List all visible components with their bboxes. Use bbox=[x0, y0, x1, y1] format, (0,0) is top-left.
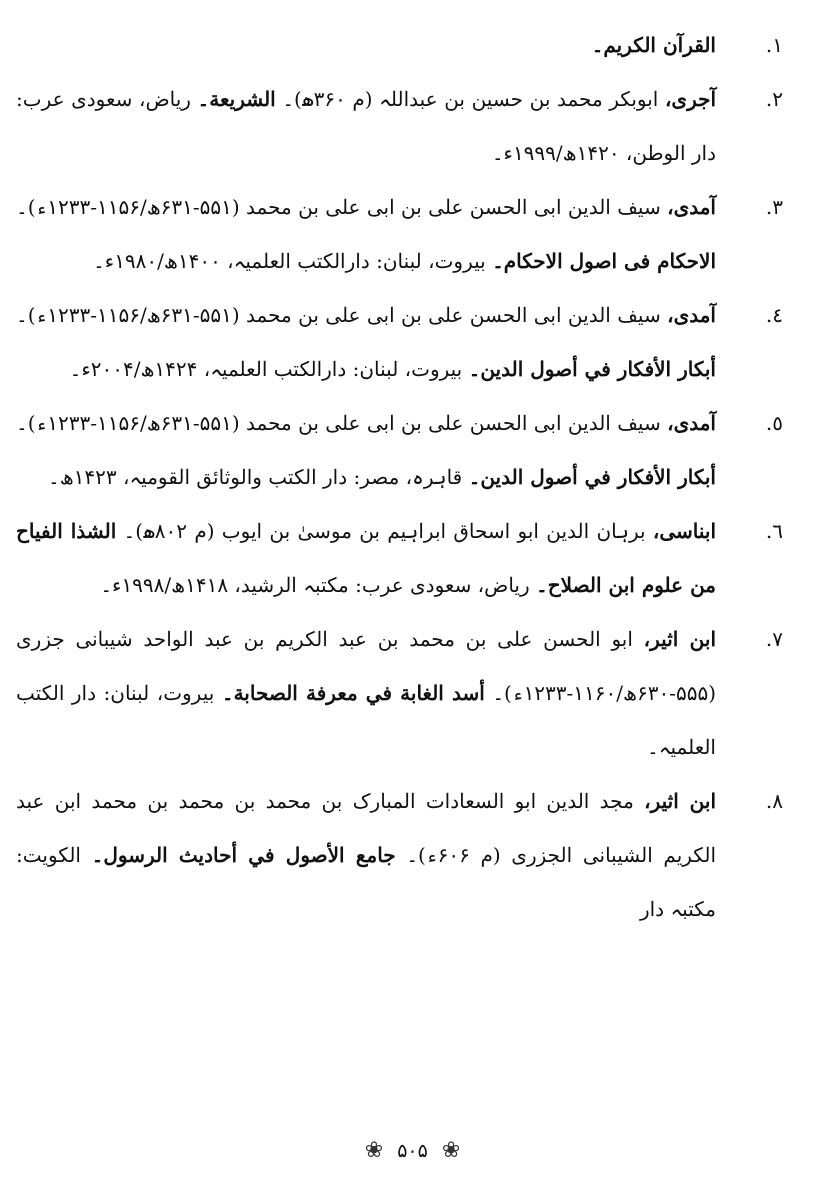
entry-title: الشریعة۔ bbox=[197, 87, 276, 111]
entry-title: الشذا الفیاح من علوم ابن الصلاح۔ bbox=[16, 519, 716, 597]
entry-number: ٥. bbox=[765, 411, 783, 435]
page-footer bbox=[0, 1138, 825, 1163]
entry-text bbox=[16, 18, 716, 72]
entry-publication: ریاض، سعودی عرب: مکتبہ الرشید، ۱۴۱۸ھ/۱۹۹۸ء۔ bbox=[100, 573, 530, 597]
entry-publication: بیروت، لبنان: دارالکتب العلمیہ، ۱۴۰۰ھ/۱۹۸۰ء۔ bbox=[93, 249, 486, 273]
entry-details: سیف الدین ابی الحسن علی بن ابی علی بن محمد (۵۵۱-۶۳۱ھ/۱۱۵۶-۱۲۳۳ء)۔ bbox=[16, 411, 661, 435]
entry-publication: بیروت، لبنان: دارالکتب العلمیہ، ۱۴۲۴ھ/۲۰۰۴ء۔ bbox=[69, 357, 463, 381]
entry-text bbox=[16, 504, 716, 612]
entry-details: برہان الدین ابو اسحاق ابراہیم بن موسیٰ بن ایوب (م ۸۰۲ھ)۔ bbox=[123, 519, 646, 543]
entry-publication: الکویت: مکتبہ دار bbox=[16, 843, 716, 921]
entry-text bbox=[16, 612, 716, 774]
entry-publication: بیروت، لبنان: دار الکتب العلمیہ۔ bbox=[16, 681, 716, 759]
bibliography-list bbox=[16, 18, 801, 936]
bibliography-entry bbox=[16, 72, 801, 180]
entry-text bbox=[16, 288, 716, 396]
entry-author: آمدی، bbox=[667, 303, 716, 327]
entry-number: ٨. bbox=[765, 789, 783, 813]
entry-author: ابناسی، bbox=[652, 519, 716, 543]
entry-number: ٤. bbox=[765, 303, 783, 327]
entry-details: ابو الحسن علی بن محمد بن عبد الکریم بن عبد الواحد شیبانی جزری (۵۵۵-۶۳۰ھ/۱۱۶۰-۱۲۳۳ء)۔ bbox=[16, 627, 717, 705]
bibliography-entry bbox=[16, 288, 801, 396]
entry-title: أبكار الأفكار في أصول الدين۔ bbox=[468, 357, 716, 381]
entry-number: ۱. bbox=[765, 33, 783, 57]
bibliography-entry bbox=[16, 774, 801, 936]
bibliography-entry bbox=[16, 18, 801, 72]
entry-text bbox=[16, 396, 716, 504]
entry-title: أبكار الأفكار في أصول الدين۔ bbox=[468, 465, 716, 489]
bibliography-entry bbox=[16, 612, 801, 774]
entry-details: سیف الدین ابی الحسن علی بن ابی علی بن محمد (۵۵۱-۶۳۱ھ/۱۱۵۶-۱۲۳۳ء)۔ bbox=[16, 303, 661, 327]
entry-number: ٦. bbox=[765, 519, 783, 543]
entry-publication: ریاض، سعودی عرب: دار الوطن، ۱۴۲۰ھ/۱۹۹۹ء۔ bbox=[16, 87, 716, 165]
entry-author: آجری، bbox=[664, 87, 717, 111]
entry-author: ابن اثیر، bbox=[643, 627, 717, 651]
entry-details: سیف الدین ابی الحسن علی بن ابی علی بن محمد (۵۵۱-۶۳۱ھ/۱۱۵۶-۱۲۳۳ء)۔ bbox=[16, 195, 661, 219]
entry-title: الاحکام فی اصول الاحکام۔ bbox=[492, 249, 716, 273]
bibliography-entry bbox=[16, 180, 801, 288]
bibliography-entry bbox=[16, 396, 801, 504]
entry-number: ۲. bbox=[765, 87, 783, 111]
entry-text bbox=[16, 774, 716, 936]
entry-text bbox=[16, 180, 716, 288]
entry-author: ابن اثیر، bbox=[644, 789, 717, 813]
entry-author: آمدی، bbox=[667, 195, 716, 219]
page-number: ۵۰۵ bbox=[397, 1139, 428, 1162]
bibliography-entry bbox=[16, 504, 801, 612]
entry-title: جامع الأصول في أحاديث الرسول۔ bbox=[91, 843, 396, 867]
flower-ornament-icon: ❀ bbox=[441, 1138, 461, 1163]
entry-number: ٧. bbox=[765, 627, 783, 651]
entry-text bbox=[16, 72, 716, 180]
entry-number: ۳. bbox=[765, 195, 783, 219]
entry-author: آمدی، bbox=[667, 411, 716, 435]
entry-details: مجد الدین ابو السعادات المبارک بن محمد بن محمد بن محمد ابن عبد الکریم الشیبانی الجزری (م ۶۰۶ء)۔ bbox=[16, 789, 717, 867]
entry-title: أسد الغابة في معرفة الصحابة۔ bbox=[221, 681, 485, 705]
flower-ornament-icon: ❀ bbox=[364, 1138, 384, 1163]
entry-details: ابوبکر محمد بن حسین بن عبداللہ (م ۳۶۰ھ)۔ bbox=[282, 87, 659, 111]
entry-publication: قاہرہ، مصر: دار الکتب والوثائق القومیہ، ۱۴۲۳ھ۔ bbox=[47, 465, 463, 489]
entry-author: القرآن الكريم۔ bbox=[591, 33, 716, 57]
